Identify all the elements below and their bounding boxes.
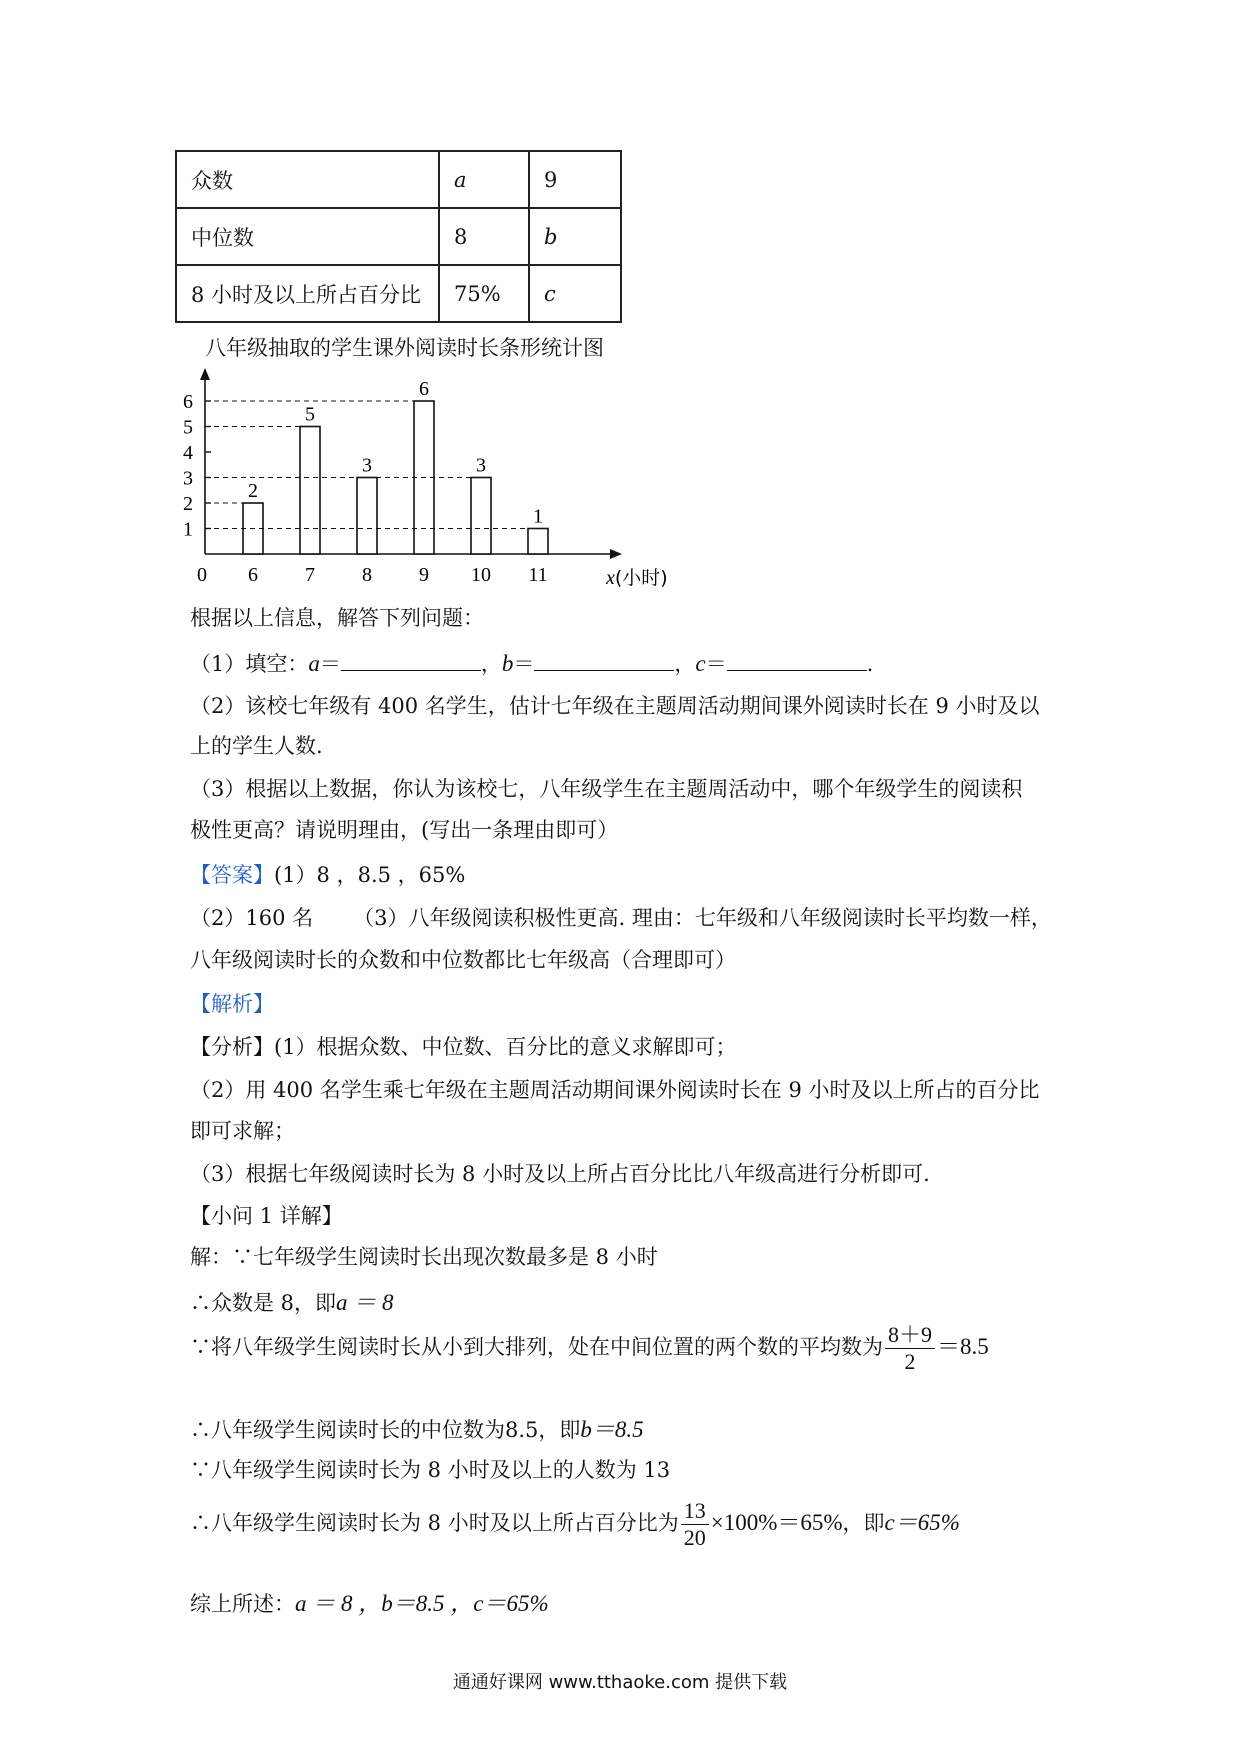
origin-label: 0 xyxy=(197,564,207,586)
q1-a-var: a xyxy=(308,651,320,676)
q1-prefix: （1）填空： xyxy=(190,652,309,676)
fraction-denominator: 2 xyxy=(904,1349,916,1374)
sol-4-math: b＝8.5 xyxy=(580,1417,644,1442)
x-tick-label: 7 xyxy=(305,564,315,586)
q1-end: . xyxy=(866,652,874,676)
y-tick-label: 3 xyxy=(183,467,193,490)
fenxi-tag: 【分析】 xyxy=(190,1035,274,1059)
x-tick-label: 11 xyxy=(528,564,548,586)
q1-comma: ， xyxy=(674,652,696,676)
sol-7-math: a ＝ 8 ，b＝8.5 ，c＝65% xyxy=(295,1591,549,1616)
fraction-numerator: 13 xyxy=(681,1498,709,1525)
fraction-13-over-20 xyxy=(681,1498,709,1551)
answer-line-3: 八年级阅读时长的众数和中位数都比七年级高（合理即可） xyxy=(190,948,736,972)
solution-line-1: 解：∵七年级学生阅读时长出现次数最多是 8 小时 xyxy=(190,1245,658,1269)
statistics-table xyxy=(175,150,622,323)
bar xyxy=(357,478,377,555)
sol-2-text: ∴众数是 8，即 xyxy=(190,1291,337,1315)
table-row xyxy=(176,265,621,322)
x-axis-label: x(小时) xyxy=(606,567,668,589)
row-value-8th: b xyxy=(529,208,621,265)
row-value-8th: c xyxy=(529,265,621,322)
x-tick-label: 10 xyxy=(471,564,491,586)
solution-line-3 xyxy=(190,1322,989,1375)
question-2-line-2: 上的学生人数. xyxy=(190,734,323,758)
q1-b-blank[interactable] xyxy=(534,650,674,671)
answer-line-2 xyxy=(190,902,1052,932)
table-row xyxy=(176,208,621,265)
fenxi-1: (1）根据众数、中位数、百分比的意义求解即可； xyxy=(274,1035,737,1059)
q1-c-blank[interactable] xyxy=(727,650,867,671)
x-tick-label: 9 xyxy=(419,564,429,586)
q1-eq: ＝ xyxy=(705,652,727,676)
y-tick-label: 5 xyxy=(183,416,193,439)
sol-6-text: ∴八年级学生阅读时长为 8 小时及以上所占百分比为 xyxy=(190,1511,679,1535)
answer-2b: （3）八年级阅读积极性更高. 理由：七年级和八年级阅读时长平均数一样， xyxy=(353,906,1052,930)
q1-eq: ＝ xyxy=(319,652,341,676)
q1-c-var: c xyxy=(695,651,706,676)
row-label: 众数 xyxy=(176,151,439,208)
answer-tag: 【答案】 xyxy=(190,863,274,887)
q1-a-blank[interactable] xyxy=(341,650,481,671)
solution-line-6 xyxy=(190,1498,960,1551)
chart-title: 八年级抽取的学生课外阅读时长条形统计图 xyxy=(205,336,604,360)
solution-line-4 xyxy=(190,1411,644,1444)
row-label: 中位数 xyxy=(176,208,439,265)
fraction-8-plus-9-over-2 xyxy=(885,1322,935,1375)
y-axis-arrow xyxy=(200,368,210,380)
question-1 xyxy=(190,648,873,678)
bar-value-label: 3 xyxy=(476,454,486,477)
q1-comma: ， xyxy=(480,652,502,676)
fenxi-line-3: 即可求解； xyxy=(190,1119,295,1143)
row-value-7th: 8 xyxy=(439,208,529,265)
x-tick-label: 6 xyxy=(248,564,258,586)
solution-line-7 xyxy=(190,1585,549,1618)
y-tick-label: 2 xyxy=(183,493,193,515)
sol-6-tail: ，即 xyxy=(842,1511,885,1535)
sol-7-text: 综上所述： xyxy=(190,1592,295,1616)
bar xyxy=(528,529,548,555)
bar-value-label: 1 xyxy=(533,505,543,528)
solution-line-5: ∵八年级学生阅读时长为 8 小时及以上的人数为 13 xyxy=(190,1458,671,1482)
fraction-numerator: 8＋9 xyxy=(885,1322,935,1349)
analysis-tag: 【解析】 xyxy=(190,992,274,1016)
question-3-line-2: 极性更高？请说明理由，(写出一条理由即可） xyxy=(190,818,619,842)
bar-value-label: 3 xyxy=(362,454,372,477)
x-axis-arrow xyxy=(610,549,622,559)
sol-3-result: ＝8.5 xyxy=(937,1334,989,1359)
row-label: 8 小时及以上所占百分比 xyxy=(176,265,439,322)
answer-line-1 xyxy=(190,859,465,889)
fenxi-line-2: （2）用 400 名学生乘七年级在主题周活动期间课外阅读时长在 9 小时及以上所占的百分比 xyxy=(190,1078,1040,1102)
sol-6-math: c＝65% xyxy=(884,1510,960,1535)
sol-4-text: ∴八年级学生阅读时长的中位数为8.5，即 xyxy=(190,1418,581,1442)
xiaowen-tag: 【小问 1 详解】 xyxy=(190,1204,343,1228)
fenxi-line-1 xyxy=(190,1031,737,1061)
y-tick-label: 1 xyxy=(183,518,193,541)
question-3-line-1: （3）根据以上数据，你认为该校七，八年级学生在主题周活动中，哪个年级学生的阅读积 xyxy=(190,777,1023,801)
y-tick-label: 4 xyxy=(183,442,193,464)
intro-text: 根据以上信息，解答下列问题： xyxy=(190,606,484,630)
sol-2-math: a ＝ 8 xyxy=(336,1290,394,1315)
q1-eq: ＝ xyxy=(513,652,535,676)
q1-b-var: b xyxy=(501,651,514,676)
solution-line-2 xyxy=(190,1284,394,1317)
bar xyxy=(471,478,491,555)
bar-value-label: 2 xyxy=(248,480,258,502)
answer-2a: （2）160 名 xyxy=(190,906,314,930)
fraction-denominator: 20 xyxy=(683,1525,706,1550)
sol-3-text: ∵将八年级学生阅读时长从小到大排列，处在中间位置的两个数的平均数为 xyxy=(190,1335,883,1359)
row-value-7th: a xyxy=(439,151,529,208)
question-2-line-1: （2）该校七年级有 400 名学生，估计七年级在主题周活动期间课外阅读时长在 9 小时及以 xyxy=(190,694,1040,718)
bar-chart xyxy=(180,368,668,590)
sol-6-result: ×100%＝65% xyxy=(710,1510,843,1535)
row-value-7th: 75% xyxy=(439,265,529,322)
fenxi-line-4: （3）根据七年级阅读时长为 8 小时及以上所占百分比比八年级高进行分析即可. xyxy=(190,1162,930,1186)
bar-value-label: 6 xyxy=(419,378,429,400)
bar-value-label: 5 xyxy=(305,403,315,426)
bar xyxy=(300,427,320,555)
footer-text: 通通好课网 www.tthaoke.com 提供下载 xyxy=(452,1672,788,1693)
row-value-8th: 9 xyxy=(529,151,621,208)
table-row xyxy=(176,151,621,208)
x-tick-label: 8 xyxy=(362,564,372,586)
y-tick-label: 6 xyxy=(183,391,193,413)
answer-1: (1）8 ，8.5 ，65% xyxy=(274,863,466,887)
